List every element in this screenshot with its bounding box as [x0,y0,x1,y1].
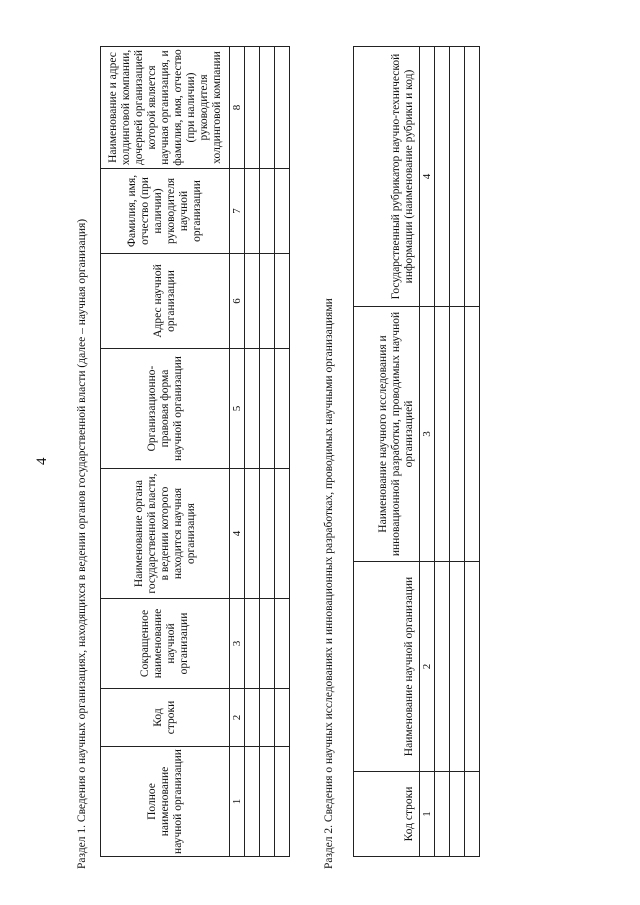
section1-number-row [230,47,245,857]
s1-col6-num: 6 [230,254,245,349]
s2-col4-header: Государственный рубрикатор научно-технической информации (наименование рубрики и код) [354,47,420,307]
table-row [465,47,480,857]
s1-col2-header: Код строки [101,689,230,747]
page-number: 4 [34,457,50,465]
section2-title: Раздел 2. Сведения о научных исследованиях и инновационных разработках, проводимых научными организациями [323,298,335,869]
s2-col3-header: Наименование научного исследования и инновационной разработки, проводимых научной организацией [354,307,420,562]
s1-col3-header: Сокращенное наименование научной организации [101,599,230,689]
section2-table [353,46,480,857]
s1-col4-header: Наименование органа государственной власти, в ведении которого находится научная организация [101,469,230,599]
s1-col7-header: Фамилия, имя, отчество (при наличии) руководителя научной организации [101,169,230,254]
s1-col6-header: Адрес научной организации [101,254,230,349]
s2-col2-header: Наименование научной организации [354,562,420,772]
s2-col1-num: 1 [420,772,435,857]
table-row [450,47,465,857]
s1-col3-num: 3 [230,599,245,689]
section2-header-row [354,47,420,857]
s2-col1-header: Код строки [354,772,420,857]
s1-col1-header: Полное наименование научной организации [101,747,230,857]
table-row [260,47,275,857]
section1-title: Раздел 1. Сведения о научных организациях, находящихся в ведении органов государственной власти (далее – научная организация) [76,218,88,869]
s1-col5-num: 5 [230,349,245,469]
s1-col5-header: Организационно-правовая форма научной организации [101,349,230,469]
s1-col1-num: 1 [230,747,245,857]
s1-col8-num: 8 [230,47,245,169]
s1-col4-num: 4 [230,469,245,599]
s2-col3-num: 3 [420,307,435,562]
table-row [245,47,260,857]
section1-table [100,46,290,857]
section2-number-row [420,47,435,857]
s1-col7-num: 7 [230,169,245,254]
s1-col8-header: Наименование и адрес холдинговой компании, дочерней организацией которой является научная организация, и фамилия, имя, отчество (при наличии) руководителя холдинговой компании [101,47,230,169]
s2-col4-num: 4 [420,47,435,307]
table-row [435,47,450,857]
s2-col2-num: 2 [420,562,435,772]
s1-col2-num: 2 [230,689,245,747]
table-row [275,47,290,857]
section1-header-row [101,47,230,857]
